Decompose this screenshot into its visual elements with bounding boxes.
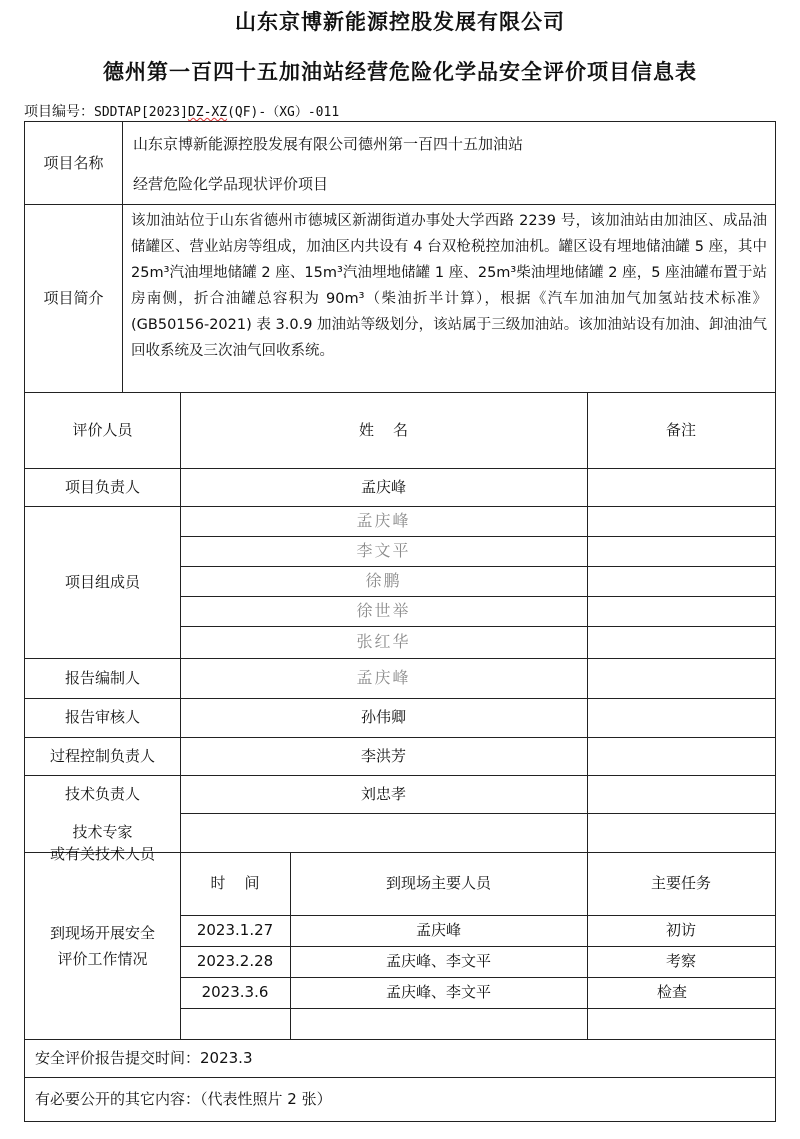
project-name-line2: 经营危险化学品现状评价项目: [133, 174, 329, 193]
document-title: 德州第一百四十五加油站经营危险化学品安全评价项目信息表: [103, 60, 697, 84]
leader-label: 项目负责人: [64, 477, 140, 496]
tech-lead-name: 刘忠孝: [360, 784, 406, 803]
col-note-header: 备注: [665, 420, 696, 439]
process-control-name: 李洪芳: [360, 746, 406, 765]
visit-people: 孟庆峰、李文平: [385, 983, 491, 1002]
info-table: [24, 121, 776, 1122]
member-name: 徐鹏: [365, 571, 402, 590]
col-people-header: 到现场主要人员: [385, 874, 491, 893]
col-name-header: 姓 名: [358, 420, 409, 439]
process-control-label: 过程控制负责人: [49, 746, 155, 765]
member-name: 徐世举: [356, 601, 411, 620]
visit-time: 2023.1.27: [196, 921, 274, 940]
author-label: 报告编制人: [64, 668, 140, 687]
other-public-content: 有必要公开的其它内容：（代表性照片 2 张）: [35, 1089, 332, 1108]
reviewer-label: 报告审核人: [64, 708, 140, 727]
project-number-code-c: (QF)-（XG）-011: [227, 105, 340, 120]
col-role-header: 评价人员: [72, 420, 133, 439]
experts-label-line1: 技术专家: [72, 823, 133, 842]
submit-time: 安全评价报告提交时间：2023.3: [35, 1048, 253, 1067]
members-label: 项目组成员: [64, 572, 140, 591]
visit-time: 2023.2.28: [196, 952, 274, 971]
project-number: [24, 101, 339, 121]
reviewer-name: 孙伟卿: [360, 708, 406, 727]
visit-time: 2023.3.6: [201, 983, 269, 1002]
project-intro-label: 项目简介: [43, 288, 104, 307]
project-number-code-b: DZ-XZ: [187, 105, 228, 120]
leader-name: 孟庆峰: [360, 477, 406, 496]
visit-task: 检查: [656, 983, 687, 1002]
project-number-label: 项目编号：: [24, 104, 94, 120]
visit-task: 初访: [665, 921, 696, 940]
project-intro-text: 该加油站位于山东省德州市德城区新湖街道办事处大学西路 2239 号，该加油站由加油区、成品油储罐区、营业站房等组成，加油区内共设有 4 台双枪税控加油机。罐区设有埋地储油罐 5 座，其中 25m³汽油埋地储罐 2 座、15m³汽油埋地储罐 1 座、25m³柴油埋地储罐 2 座，5 座油罐布置于站房南侧，折合油罐总容积为 90m³（柴油折半计算），根据《汽车加油加气加氢站技术标准》(GB50156-2021) 表 3.0.9 加油站等级划分，该站属于三级加油站。该加油站设有加油、卸油油气回收系统及三次油气回收系统。: [131, 213, 767, 359]
company-title: 山东京博新能源控股发展有限公司: [235, 10, 565, 34]
project-number-code-a: SDDTAP[2023]: [94, 105, 188, 120]
member-name: 孟庆峰: [356, 511, 411, 530]
project-name-label: 项目名称: [43, 153, 104, 172]
member-name: 张红华: [356, 632, 411, 651]
onsite-label-line2: 评价工作情况: [57, 949, 148, 968]
visit-people: 孟庆峰: [415, 921, 461, 940]
tech-lead-label: 技术负责人: [64, 784, 140, 803]
onsite-label-line1: 到现场开展安全: [49, 923, 155, 942]
col-task-header: 主要任务: [650, 874, 711, 893]
author-name: 孟庆峰: [356, 668, 411, 687]
visit-task: 考察: [665, 952, 696, 971]
member-name: 李文平: [356, 541, 411, 560]
visit-people: 孟庆峰、李文平: [385, 952, 491, 971]
experts-label-line2: 或有关技术人员: [49, 844, 155, 863]
project-name-line1: 山东京博新能源控股发展有限公司德州第一百四十五加油站: [133, 134, 524, 153]
col-time-header: 时 间: [210, 874, 260, 893]
onsite-label: [25, 852, 180, 1039]
